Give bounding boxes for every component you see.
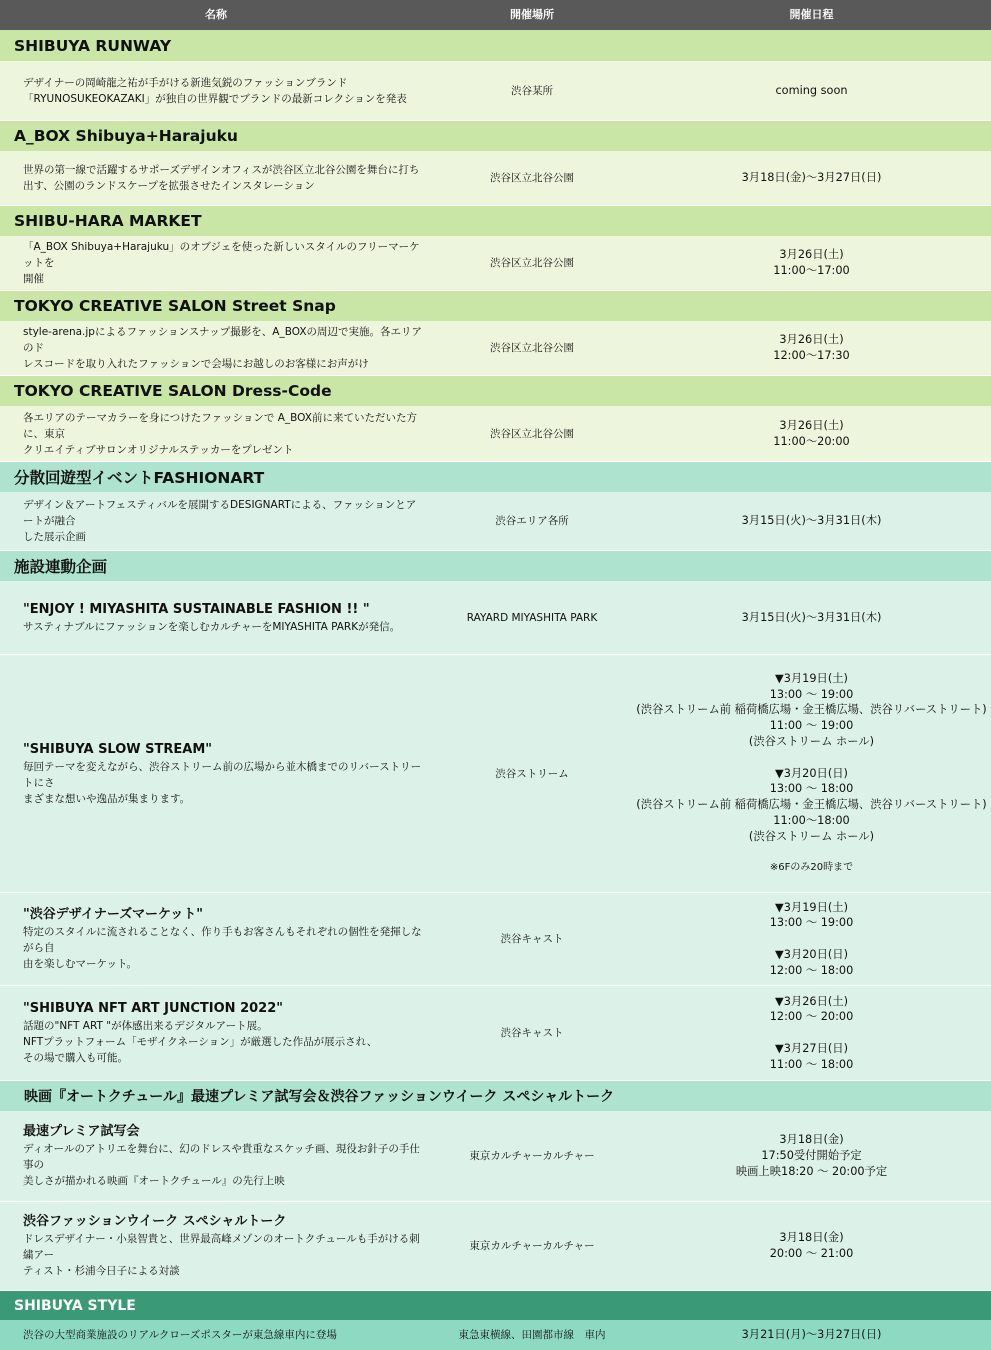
table-row: [0, 151, 991, 206]
event-venue: 渋谷区立北谷公園: [490, 427, 574, 440]
event-description: 世界の第一線で活躍するサポーズデザインオフィスが渋谷区立北谷公園を舞台に打ち 出す、公園のランドスケープを拡張させたインスタレーション: [23, 164, 420, 192]
event-venue: 渋谷ストリーム: [495, 767, 569, 780]
event-description: 「A_BOX Shibuya+Harajuku」のオブジェを使った新しいスタイルのフリーマーケットを 開催: [23, 241, 420, 285]
table-row: [0, 655, 991, 893]
table-header: [0, 0, 991, 30]
event-venue: 渋谷区立北谷公園: [490, 342, 574, 354]
event-date-note: ※6Fのみ20時まで: [769, 862, 854, 874]
event-date: 3月15日(火)～3月31日(木): [741, 514, 882, 528]
table-row: [0, 581, 991, 655]
table-row: [0, 893, 991, 986]
section-title-movie: 映画『オートクチュール』最速プレミア試写会＆渋谷ファッションウイーク スペシャルトーク: [0, 1081, 991, 1111]
section-title-runway: SHIBUYA RUNWAY: [0, 30, 991, 61]
event-description: デザイナーの岡崎龍之祐が手がける新進気鋭のファッションブランド 「RYUNOSUKEOKAZAKI」が独自の世界観でブランドの最新コレクションを発表: [23, 76, 407, 105]
table-row: [0, 492, 991, 551]
event-date: 3月26日(土) 11:00～17:00: [773, 248, 850, 277]
event-description: 各エリアのテーマカラーを身につけたファッションで A_BOX前に来ていただいた方に、東京 クリエイティブサロンオリジナルステッカーをプレゼント: [23, 411, 417, 456]
event-description: ドレスデザイナー・小泉智貴と、世界最高峰メゾンのオートクチュールも手がける刺繍アー ティスト・杉浦今日子による対談: [23, 1233, 420, 1277]
event-title: 渋谷ファッションウイーク スペシャルトーク: [23, 1214, 287, 1229]
event-venue: 東京カルチャーカルチャー: [469, 1240, 595, 1252]
event-title: "ENJOY ! MIYASHITA SUSTAINABLE FASHION !! ": [23, 601, 370, 617]
section-title-dress-code: TOKYO CREATIVE SALON Dress-Code: [0, 376, 991, 406]
table-row: [0, 986, 991, 1081]
event-venue: 渋谷エリア各所: [495, 515, 569, 527]
event-description: 渋谷の大型商業施設のリアルクローズポスターが東急線車内に登場: [23, 1329, 337, 1341]
event-venue: 渋谷某所: [511, 84, 553, 97]
section-title-style: SHIBUYA STYLE: [0, 1291, 991, 1320]
event-description: 毎回テーマを変えながら、渋谷ストリーム前の広場から並木橋までのリバーストリートにさ まざまな想いや逸品が集まります。: [23, 760, 422, 805]
event-venue: 渋谷区立北谷公園: [490, 172, 574, 184]
section-title-street-snap: TOKYO CREATIVE SALON Street Snap: [0, 291, 991, 321]
table-row: [0, 1202, 991, 1291]
header-date: 開催日程: [789, 8, 834, 21]
event-date: 3月26日(土) 11:00～20:00: [773, 418, 850, 448]
event-description: 特定のスタイルに流されることなく、作り手もお客さんもそれぞれの個性を発揮しながら自 由を楽しむマーケット。: [23, 926, 422, 970]
event-date: ▼3月19日(土) 13:00 ～ 19:00 (渋谷ストリーム前 稲荷橋広場・金王橋広場、渋谷リバーストリート) 11:00 ～ 19:00 (渋谷ストリーム ホール) ▼3月20日(日) 13:00 ～ 18:00 (渋谷ストリーム前 稲荷橋広場・金王橋広場、渋谷リバーストリート) 11:00～18:00 (渋谷ストリーム ホール): [636, 671, 987, 843]
event-title: "SHIBUYA SLOW STREAM": [23, 741, 213, 757]
event-date: 3月26日(土) 12:00～17:30: [773, 333, 850, 362]
header-name: 名称: [205, 8, 227, 21]
event-date: ▼3月19日(土) 13:00 ～ 19:00 ▼3月20日(日) 12:00 ～ 18:00: [769, 900, 854, 977]
event-venue: 渋谷区立北谷公園: [490, 257, 574, 269]
table-row: [0, 61, 991, 121]
event-venue: 渋谷キャスト: [500, 933, 564, 945]
event-description: ディオールのアトリエを舞台に、幻のドレスや貴重なスケッチ画、現役お針子の手仕事の 美しさが描かれる映画『オートクチュール』の先行上映: [23, 1143, 420, 1187]
table-row: [0, 321, 991, 376]
section-title-market: SHIBU-HARA MARKET: [0, 206, 991, 236]
event-description: 話題の"NFT ART "が体感出来るデジタルアート展。 NFTプラットフォーム「モザイクネーション」が厳選した作品が展示され、 その場で購入も可能。: [23, 1020, 378, 1064]
table-row: [0, 406, 991, 462]
table-row: [0, 1320, 991, 1350]
event-description: サスティナブルにファッションを楽しむカルチャーをMIYASHITA PARKが発信。: [23, 620, 401, 633]
event-date: ▼3月26日(土) 12:00 ～ 20:00 ▼3月27日(日) 11:00 ～ 18:00: [769, 994, 854, 1071]
event-date: 3月18日(金) 17:50受付開始予定 映画上映18:20 ～ 20:00予定: [735, 1133, 888, 1178]
event-date: 3月21日(月)～3月27日(日): [741, 1328, 882, 1342]
event-date: coming soon: [775, 83, 848, 97]
table-row: [0, 236, 991, 291]
event-title: "渋谷デザイナーズマーケット": [23, 907, 204, 922]
event-title: "SHIBUYA NFT ART JUNCTION 2022": [23, 1001, 284, 1016]
event-date: 3月18日(金)～3月27日(日): [741, 171, 882, 185]
section-title-abox: A_BOX Shibuya+Harajuku: [0, 121, 991, 151]
event-description: デザイン＆アートフェスティバルを展開するDESIGNARTによる、ファッションとアートが融合 した展示企画: [23, 499, 417, 543]
event-venue: RAYARD MIYASHITA PARK: [466, 611, 598, 624]
event-description: style-arena.jpによるファッションスナップ撮影を、A_BOXの周辺で実施。各エリアのド レスコードを取り入れたファッションで会場にお越しのお客様にお声がけ: [23, 326, 423, 370]
table-row: [0, 1111, 991, 1202]
section-title-facility: 施設連動企画: [0, 551, 991, 581]
event-venue: 東京カルチャーカルチャー: [469, 1150, 595, 1162]
event-date: 3月15日(火)～3月31日(木): [741, 610, 882, 624]
event-title: 最速プレミア試写会: [23, 1124, 140, 1139]
header-venue: 開催場所: [510, 8, 554, 21]
section-title-fashionart: 分散回遊型イベントFASHIONART: [0, 462, 991, 492]
event-date: 3月18日(金) 20:00 ～ 21:00: [769, 1231, 854, 1260]
event-venue: 渋谷キャスト: [500, 1027, 564, 1039]
event-venue: 東急東横線、田園都市線 車内: [458, 1329, 606, 1341]
